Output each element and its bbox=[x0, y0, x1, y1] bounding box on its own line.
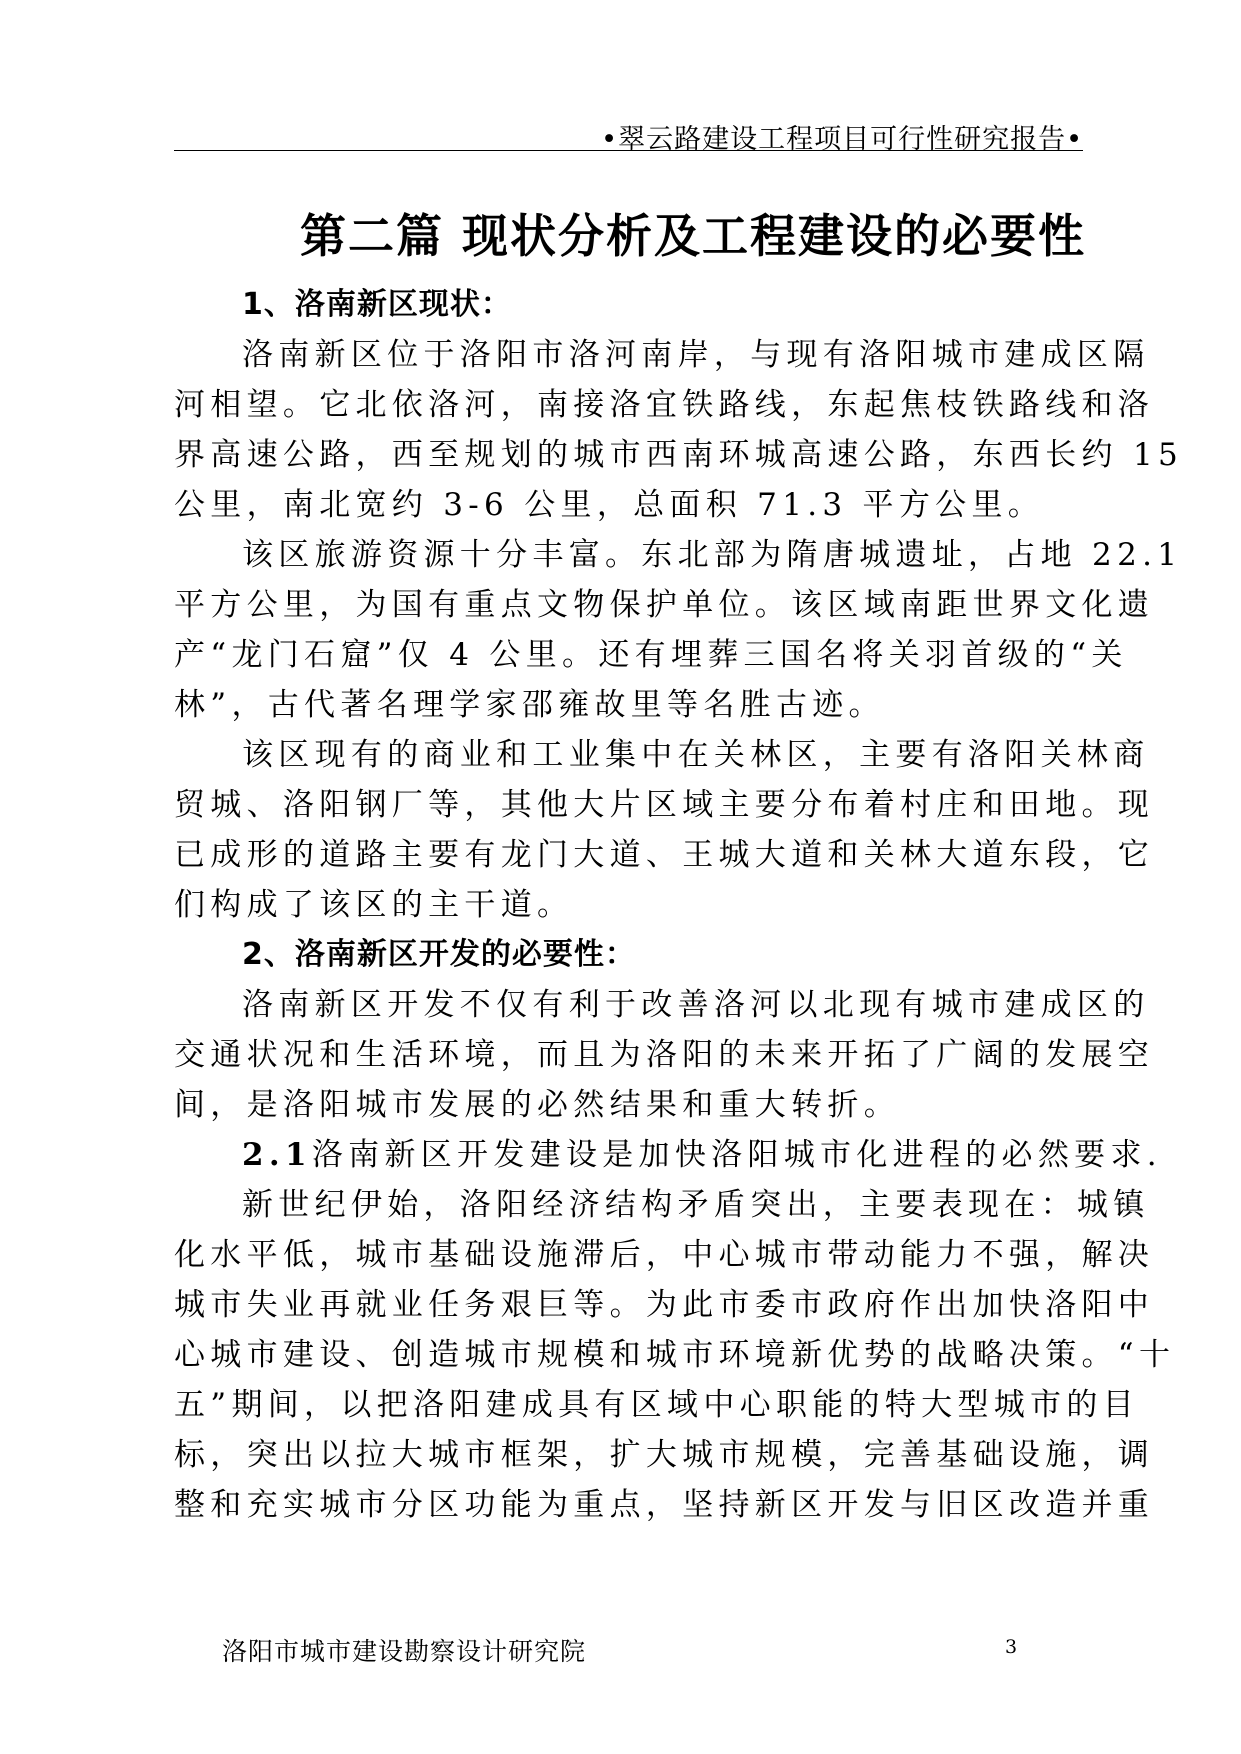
subsection-number: 2.1 bbox=[242, 1137, 312, 1173]
title-part: 第二篇 bbox=[300, 209, 444, 263]
page-number: 3 bbox=[1005, 1636, 1018, 1658]
text-line: 产“龙门石窟”仅 4 公里。还有埋葬三国名将关羽首级的“关 bbox=[174, 637, 1128, 673]
section-1-heading: 1、洛南新区现状： bbox=[242, 287, 512, 322]
text-line: 五”期间，以把洛阳建成具有区域中心职能的特大型城市的目 bbox=[174, 1387, 1139, 1423]
text-line: 洛南新区开发不仅有利于改善洛河以北现有城市建成区的 bbox=[242, 987, 1150, 1023]
text-line: 心城市建设、创造城市规模和城市环境新优势的战略决策。“十 bbox=[174, 1337, 1176, 1373]
text-line: 洛南新区位于洛阳市洛河南岸，与现有洛阳城市建成区隔 bbox=[242, 337, 1150, 373]
text-line: 河相望。它北依洛河，南接洛宜铁路线，东起焦枝铁路线和洛 bbox=[174, 387, 1155, 423]
text-line: 交通状况和生活环境，而且为洛阳的未来开拓了广阔的发展空 bbox=[174, 1037, 1155, 1073]
running-header: •翠云路建设工程项目可行性研究报告• bbox=[601, 124, 1083, 155]
page-title bbox=[300, 200, 1086, 266]
text-line: 该区旅游资源十分丰富。东北部为隋唐城遗址，占地 22.1 bbox=[242, 537, 1183, 573]
text-line: 公里，南北宽约 3-6 公里，总面积 71.3 平方公里。 bbox=[174, 487, 1045, 523]
text-line: 该区现有的商业和工业集中在关林区，主要有洛阳关林商 bbox=[242, 737, 1150, 773]
text-line: 标，突出以拉大城市框架，扩大城市规模，完善基础设施，调 bbox=[174, 1437, 1155, 1473]
text-line: 城市失业再就业任务艰巨等。为此市委市政府作出加快洛阳中 bbox=[174, 1287, 1155, 1323]
text-line: 间，是洛阳城市发展的必然结果和重大转折。 bbox=[174, 1087, 900, 1123]
text-line: 界高速公路，西至规划的城市西南环城高速公路，东西长约 15 bbox=[174, 437, 1183, 473]
title-text: 现状分析及工程建设的必要性 bbox=[462, 209, 1086, 263]
section-2-heading: 2、洛南新区开发的必要性： bbox=[242, 937, 636, 972]
subsection-title: 洛南新区开发建设是加快洛阳城市化进程的必然要求. bbox=[311, 1137, 1162, 1173]
header-rule bbox=[174, 150, 1083, 151]
text-line: 新世纪伊始，洛阳经济结构矛盾突出，主要表现在：城镇 bbox=[242, 1187, 1150, 1223]
footer-organization: 洛阳市城市建设勘察设计研究院 bbox=[222, 1637, 587, 1666]
text-line: 化水平低，城市基础设施滞后，中心城市带动能力不强，解决 bbox=[174, 1237, 1155, 1273]
subsection-2-1-heading bbox=[174, 1130, 1162, 1180]
text-line: 已成形的道路主要有龙门大道、王城大道和关林大道东段，它 bbox=[174, 837, 1155, 873]
text-line: 林”，古代著名理学家邵雍故里等名胜古迹。 bbox=[174, 687, 885, 723]
document-body bbox=[174, 280, 1183, 1530]
text-line: 平方公里，为国有重点文物保护单位。该区域南距世界文化遗 bbox=[174, 587, 1155, 623]
text-line: 整和充实城市分区功能为重点，坚持新区开发与旧区改造并重 bbox=[174, 1487, 1155, 1523]
text-line: 贸城、洛阳钢厂等，其他大片区域主要分布着村庄和田地。现 bbox=[174, 787, 1155, 823]
text-line: 们构成了该区的主干道。 bbox=[174, 887, 574, 923]
